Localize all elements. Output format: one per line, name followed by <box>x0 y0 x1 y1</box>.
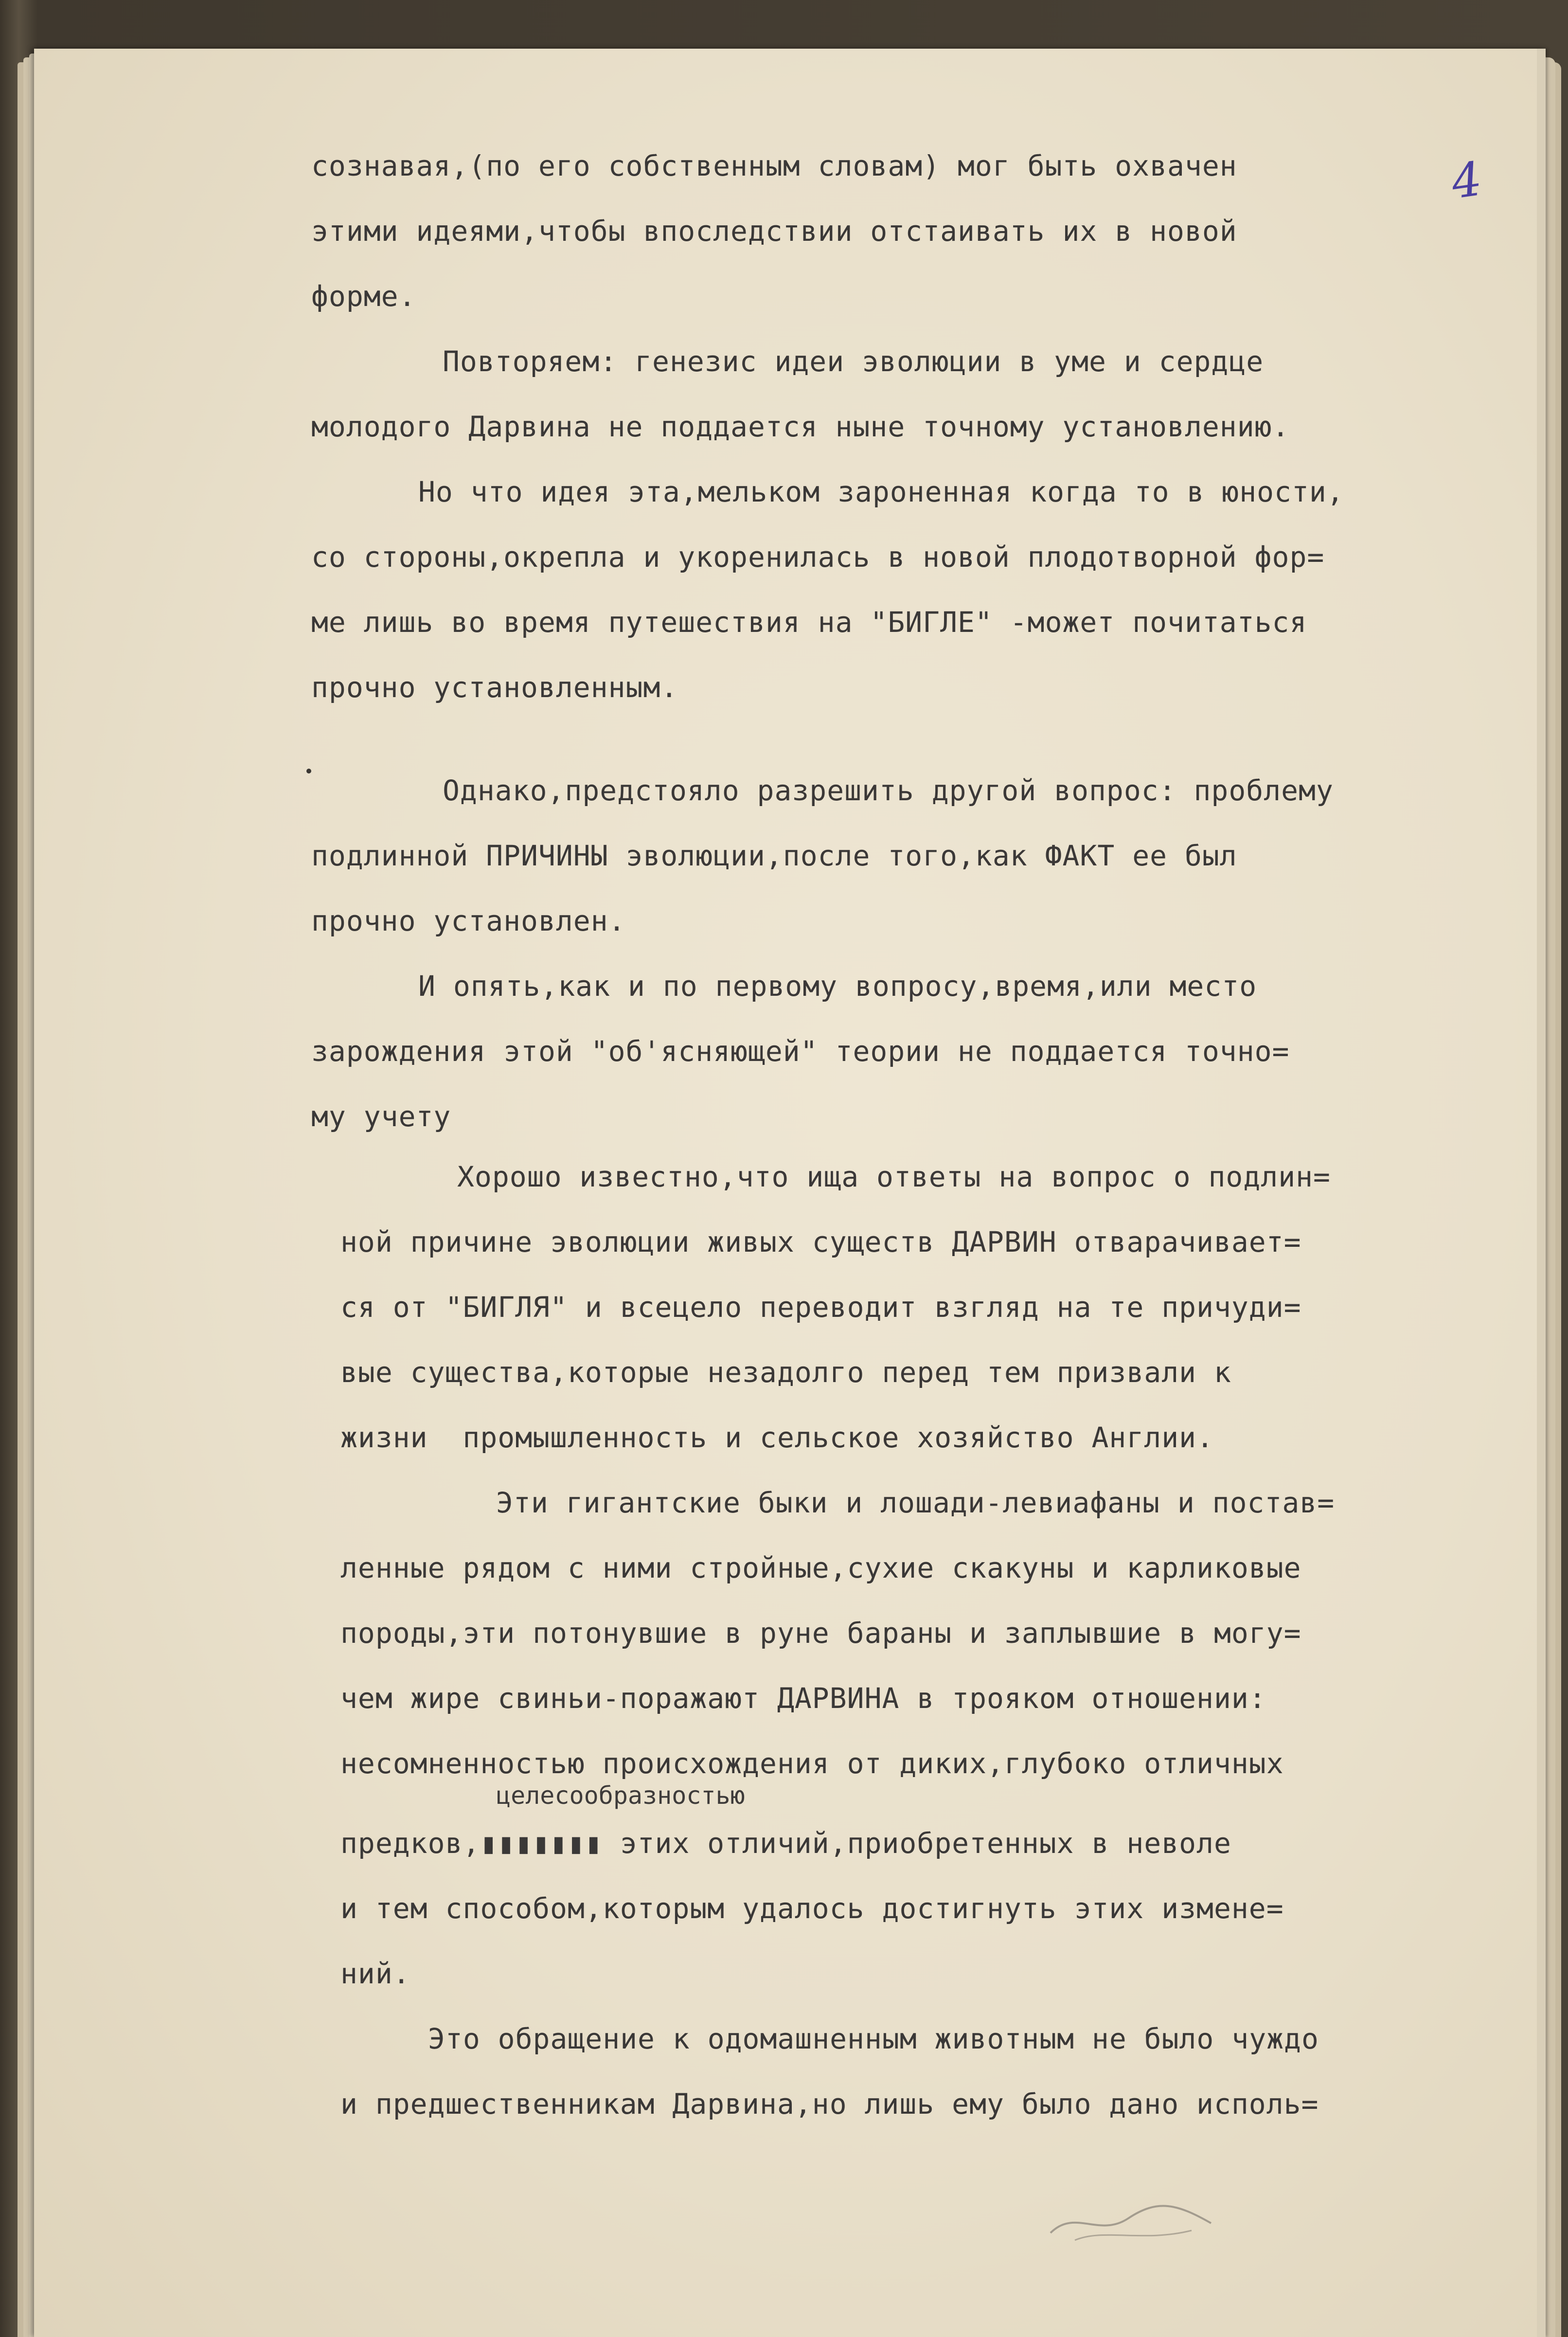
text-line: ме лишь во время путешествия на "БИГЛЕ" -может почитаться <box>311 606 1307 639</box>
text-line: молодого Дарвина не поддается ныне точному установлению. <box>311 410 1290 443</box>
text-line: подлинной ПРИЧИНЫ эволюции,после того,как ФАКТ ее был <box>311 839 1237 872</box>
text-line: и тем способом,которым удалось достигнуть этих измене= <box>340 1892 1284 1925</box>
text-line: Повторяем: генезис идеи эволюции в уме и сердце <box>443 345 1264 378</box>
text-line: Но что идея эта,мельком зароненная когда то в юности, <box>418 475 1344 508</box>
page-number: 4 <box>1448 151 1485 210</box>
document-page <box>34 49 1546 2337</box>
text-line: Эти гигантские быки и лошади-левиафаны и постав= <box>496 1486 1335 1519</box>
text-line: этими идеями,чтобы впоследствии отстаивать их в новой <box>311 215 1237 248</box>
text-line: ной причине эволюции живых существ ДАРВИН отварачивает= <box>340 1225 1301 1258</box>
text-line: ся от "БИГЛЯ" и всецело переводит взгляд на те причуди= <box>340 1291 1301 1324</box>
text-line: Хорошо известно,что ища ответы на вопрос о подлин= <box>457 1160 1331 1193</box>
pencil-scribble-mark <box>1046 2189 1221 2247</box>
ink-dot <box>306 769 311 773</box>
text-line: сознавая,(по его собственным словам) мог быть охвачен <box>311 149 1237 182</box>
text-line: чем жире свиньи-поражают ДАРВИНА в трояком отношении: <box>340 1682 1266 1715</box>
text-line: жизни промышленность и сельское хозяйство Англии. <box>340 1421 1214 1454</box>
text-line: и предшественникам Дарвина,но лишь ему было дано исполь= <box>340 2087 1319 2121</box>
text-line: породы,эти потонувшие в руне бараны и заплывшие в могу= <box>340 1617 1301 1650</box>
text-line: несомненностью происхождения от диких,глубоко отличных <box>340 1747 1284 1780</box>
text-line: прочно установлен. <box>311 904 626 937</box>
text-line: вые существа,которые незадолго перед тем призвали к <box>340 1356 1231 1389</box>
text-line: прочно установленным. <box>311 671 678 704</box>
text-line: Это обращение к одомашненным животным не было чуждо <box>428 2022 1319 2055</box>
interlinear-insertion: целесообразностью <box>496 1781 745 1810</box>
text-line: му учету <box>311 1100 451 1133</box>
text-line: Однако,предстояло разрешить другой вопрос: проблему <box>443 774 1334 807</box>
text-line: ленные рядом с ними стройные,сухие скакуны и карликовые <box>340 1551 1301 1584</box>
text-line: форме. <box>311 280 416 313</box>
text-line: предков,▮▮▮▮▮▮▮ этих отличий,приобретенных в неволе <box>340 1827 1231 1860</box>
text-line: зарождения этой "об'ясняющей" теории не поддается точно= <box>311 1035 1290 1068</box>
text-line: со стороны,окрепла и укоренилась в новой плодотворной фор= <box>311 540 1325 574</box>
text-line: ний. <box>340 1957 410 1990</box>
text-line: И опять,как и по первому вопросу,время,или место <box>418 970 1257 1003</box>
